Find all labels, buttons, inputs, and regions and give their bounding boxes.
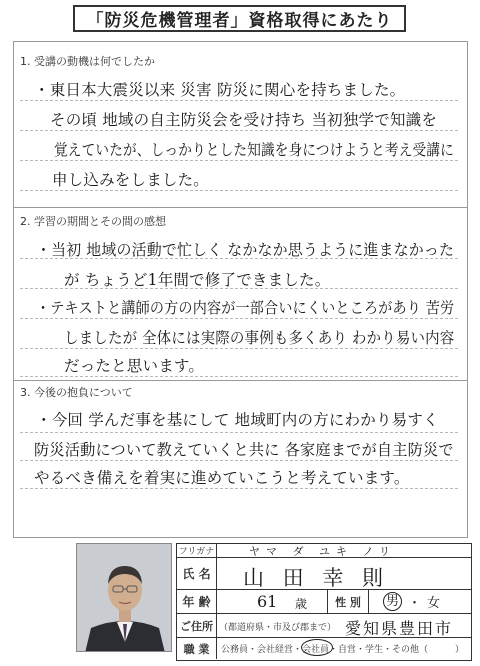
name-value: 山 田 幸 則 — [243, 566, 390, 590]
portrait-photo — [76, 543, 172, 652]
address-row — [177, 614, 471, 638]
answer-line: しましたが 全体には実際の事例も多くあり わかり易い内容 — [64, 329, 455, 347]
name-row — [177, 558, 471, 590]
page-title: 「防災危機管理者」資格取得にあたり — [73, 5, 406, 32]
answer-line: ・今回 学んだ事を基にして 地域町内の方にわかり易すく — [36, 411, 439, 429]
address-label: ご住所 — [177, 614, 217, 637]
age-gender-row — [177, 590, 471, 614]
section-1-answer — [20, 70, 458, 194]
answer-line: その頃 地域の自主防災会を受け持ち 当初独学で知識を — [50, 111, 438, 129]
gender-label: 性 別 — [327, 590, 369, 613]
job-selected-circle — [301, 639, 333, 656]
answer-line: だったと思います。 — [64, 357, 205, 375]
job-label: 職 業 — [177, 638, 217, 659]
answer-line: 覚えていたが、しっかりとした知識を身につけようと考え受講に — [54, 141, 454, 159]
section-3-heading: 3. 今後の抱負について — [20, 386, 133, 399]
answer-line: が ちょうど1年間で修了できました。 — [64, 271, 331, 289]
answer-line: 申し込みをしました。 — [52, 171, 210, 189]
section-1-heading: 1. 受講の動機は何でしたか — [20, 55, 155, 68]
gender-dot: ・ — [408, 596, 422, 611]
job-row — [177, 638, 471, 659]
job-options: 公務員・会社経営・会社員・自営・学生・その他（ ） — [221, 645, 465, 655]
gender-female: 女 — [427, 596, 441, 611]
gender-male: 男 — [383, 592, 402, 611]
answer-line: やるべき備えを着実に進めていこうと考えています。 — [34, 469, 410, 487]
age-value: 61 — [257, 592, 278, 611]
furigana-row — [177, 544, 471, 558]
answer-line: ・当初 地域の活動で忙しく なかなか思うように進まなかった — [36, 241, 455, 259]
answer-line: ・東日本大震災以来 災害 防災に関心を持ちました。 — [34, 81, 406, 99]
age-label: 年 齢 — [177, 590, 217, 613]
age-unit: 歳 — [295, 597, 308, 611]
answer-line: 防災活動について教えていくと共に 各家庭までが自主防災で — [34, 441, 454, 459]
furigana-label: フリガナ — [177, 544, 217, 557]
answer-line: ・テキストと講師の方の内容が一部合いにくいところがあり 苦労 — [36, 299, 455, 317]
profile-table — [176, 543, 472, 661]
portrait-image — [77, 544, 172, 652]
address-note: （都道府県・市及び郡まで） — [219, 623, 337, 633]
address-value: 愛知県豊田市 — [345, 619, 454, 638]
furigana-value: ヤマ ダ ユキ ノリ — [249, 545, 397, 558]
gender-options — [383, 592, 440, 611]
section-2-heading: 2. 学習の期間とその間の感想 — [20, 215, 166, 228]
section-2-answer — [20, 228, 458, 378]
name-label: 氏 名 — [177, 558, 217, 589]
section-3-answer — [20, 398, 458, 498]
